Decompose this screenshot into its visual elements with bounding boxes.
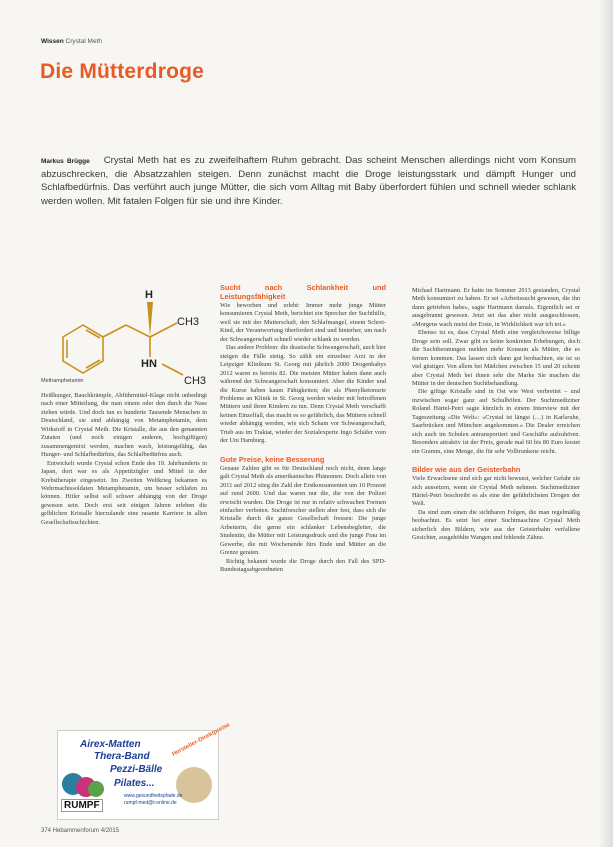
methyl-label-top: CH3 — [177, 316, 200, 328]
page-folio: 374 Hebammenforum 4/2015 — [41, 828, 120, 834]
page-gutter-shadow — [599, 0, 613, 847]
amine-label: HN — [141, 358, 157, 370]
section-label: Wissen — [41, 38, 64, 45]
chain-bond — [126, 325, 150, 337]
topic-label: Crystal Meth — [65, 38, 102, 45]
ad-line: Thera-Band — [94, 751, 150, 762]
ad-website[interactable]: www.gesundheitspfade.de — [124, 793, 183, 799]
paragraph: Genaue Zahlen gibt es für Deutschland noch nicht, denn lange galt Crystal Meth als amerikanisches Phänomen. Doch allein von 2011 auf 2012 stieg die Zahl der Erstkonsumenten um 10 Prozent auf rund 2600. Und das waren nur die, die von der Polizei erwischt wurden. Die Droge ist nur in relativ schwachen Formen einfacher verboten. Suchtforscher stellen aber fest, dass sich die Kristalle durch die ganze Gesellschaft fressen: Die junge Arbeiterin, die gerne ein schlanker Lebensbegleiter, die Studentin, die Mütter mit Leistungsdruck und die junge Frau im Gewerbe, die mit Wochenende fürs Ende und Mütter an die Grenze geraten. — [220, 464, 386, 557]
paragraph: Ebenso ist es, dass Crystal Meth eine vergleichsweise billige Droge sein soll. Zwar gibt es keine konkreten Erhebungen, doch die Suchtberatungen melden mehr Konsum als Mütter, die es fernen kommen. Das lassen sich dann gut beobachten, sie ist so viel güstiger. Von allem bei Mädchen zwischen 15 und 20 scheint aber Crystal Meth bei ihnen sehr die Marke Sie machen die Mütter in der deutschen Suchtbehandlung. — [412, 329, 580, 387]
diagram-caption: Methamphetamin — [41, 378, 84, 384]
ad-line: Pezzi-Bälle — [110, 764, 163, 775]
text-column-2 — [220, 283, 386, 575]
paragraph: Richtig bekannt wurde die Droge durch den Fall des SPD-Bundestagsabgeordneten — [220, 557, 386, 574]
ad-brand-logo: RUMPF — [61, 799, 103, 812]
ad-line: Airex-Matten — [80, 739, 141, 750]
ad-price-stamp: Hersteller-Direktpreise — [171, 722, 232, 758]
paragraph: Heißhunger, Bauchkrämpfe, Abführmittel-Klage nicht unbedingt nach einer Mitteilung, die man einem oder den durch die Nase ziehen würde. Und doch tun es hunderte Tausende Menschen in Deutschland, sie sind abhängig von Metamphetamin, dem Wirkstoff in Crystal Meth. Die Kristalle, die aus den genannten Zutaten (und noch einigen anderen, hochgiftigen) zusammengemixt werden, machen wach, leistungsfähig, das Hunger- und Schlafbedürfnis, das Schlafbedürfnis auch. — [41, 392, 207, 459]
subheading: Gute Preise, keine Besserung — [220, 454, 325, 464]
advertisement[interactable] — [57, 722, 232, 820]
ad-email[interactable]: rumpf-med@t-online.de — [124, 800, 177, 806]
subheading: Sucht nach Schlankheit und Leistungsfähigkeit — [220, 283, 386, 301]
subheading: Bilder wie aus der Geisterbahn — [412, 465, 521, 475]
paragraph: Entwickelt wurde Crystal schon Ende des 19. Jahrhunderts in Japan, dort war es als Appetitzügler und Mittel in der Krebstherapie eingesetzt. Im Zweiten Weltkrieg bekamen es Wehrmachtssoldaten Metamphetamin, um besser schlafen zu können. Hitler selbst soll schwer abhängig von der Droge gewesen sein. Doch erst seit einigen Jahren erleben die gelblichen Kristalle hierzulande eine rasante Karriere in allen Gesellschaftsschichten. — [41, 459, 207, 526]
benzene-ring — [63, 325, 103, 373]
article-lead — [41, 154, 576, 208]
mat-roll-image — [88, 781, 104, 797]
stereo-wedge — [147, 302, 153, 337]
n-methyl-bond — [162, 364, 183, 375]
methyl-bond — [150, 323, 177, 337]
text-column-3 — [412, 287, 580, 543]
text-column-1 — [41, 392, 207, 527]
paragraph: Viele Erwachsene sind sich gar nicht bewusst, welcher Gefahr sie sich aussetzen, wenn sie Crystal Meth nehmen. Suchtmediziner Härtel-Petri beschreibt es als eine der gefährlichsten Drogen der Welt. — [412, 475, 580, 508]
chain-bond — [103, 325, 126, 337]
paragraph: Das andere Problem: die drastische Schwangerschaft, auch hier steigen die Fälle stetig. So zählt ein einzelner Arzt in der Leipziger Klinikum St. Georg mit jährlich 2000 Drogenbabys 2012 waren es bereits 82. Die meisten Mütter haben dann auch während der Schwangerschaft konsumiert. Aber die Kinder und die Kurse haben kaum Fähigkeiten; die als Phenylketonurie Probleme an Klinik in St. Georg werden wieder mit betroffenen Müttern und ihren Kindern zu tun. Denn Crystal Meth verschafft keinen Einzelfall, das macht es so gefährlich, das Müttern schnell wieder abhängig werden, wie sich Scham vor Schwangerschaft, Trieb aus im Traktat, wieder der Sozialexperte Ingo Schäfer vom der Uni Hamburg. — [220, 344, 386, 445]
paragraph: Die giftige Kristalle sind in Ost wie West verbreitet – und inzwischen sogar ganz auf Schulhöfen. Der Suchtmediziner Roland Härtel-Petri sagte kürzlich in einem Interview mit der Tageszeitung «Die Welt»: «Crystal ist längst (…) in Karlsruhe, Saarbrücken und München angekommen.» Die Dealer erreichen sich auch im Schulen antransportiert und Geschäfte aufzuhören. Besonders attraktiv ist der Preis, gerade mal 60 bis 80 Euro kostet ein Gramm, eine Menge, die für sehr Volltrunkene reicht. — [412, 388, 580, 455]
section-kicker — [41, 38, 102, 45]
methamphetamine-structure-diagram — [38, 280, 218, 390]
hydrogen-label: H — [145, 289, 153, 301]
article-title: Die Mütterdroge — [40, 60, 205, 83]
lead-text: Crystal Meth hat es zu zweifelhaftem Ruhm gebracht. Das scheint Menschen allerdings nicht vom Konsum abzuschrecken, die Absatzzahlen steigen. Denn zunächst macht die Droge leistungsstark und dämpft Hunger und Schlafbedürfnis. Das verführt auch junge Mütter, die sich vom Alltag mit Baby überfordert fühlen und schnell wieder schlank werden wollen. Mit fatalen Folgen für sie und ihre Kinder. — [41, 155, 576, 207]
methyl-label-bottom: CH3 — [184, 375, 207, 387]
paragraph: Wie beworben und erlebt: Immer mehr junge Mütter konsumieren Crystal Meth, berichtet ein Sprecher der Suchthilfe, weil sie mit der Mutterschaft, den Schlafmangel, einem Schrei-Kind, der Verantwortung überfordert sind und hinterher, um nach der Schwangerschaft schnell wieder schlank zu werden. — [220, 302, 386, 343]
author-byline: Markus Brügge — [41, 158, 90, 165]
paragraph: Da sind zum einen die sichtbaren Folgen, die man regelmäßig beobachtet. Es setzt bei einer Suchtmaschine Crystal Meth sicherlich den Bildern, wie aus der Geisterbahn verfallene Gesichter, ausgehöhlte Wangen und fehlende Zähne. — [412, 508, 580, 542]
paragraph: Michael Hartmann. Er hatte im Sommer 2013 gestanden, Crystal Meth konsumiert zu haben. Er sei «Arbeitssucht gewesen, die ihn dann getrieben habe», sagte Hartmann damals. Eigentlich sei er ausgebrannt gewesen. Jetzt sei das aber nicht ausgeschlossen, «Morgens wach meist der Erste, in Wirklichkeit war ich tot.» — [412, 287, 580, 328]
ad-line: Pilates... — [114, 778, 155, 789]
